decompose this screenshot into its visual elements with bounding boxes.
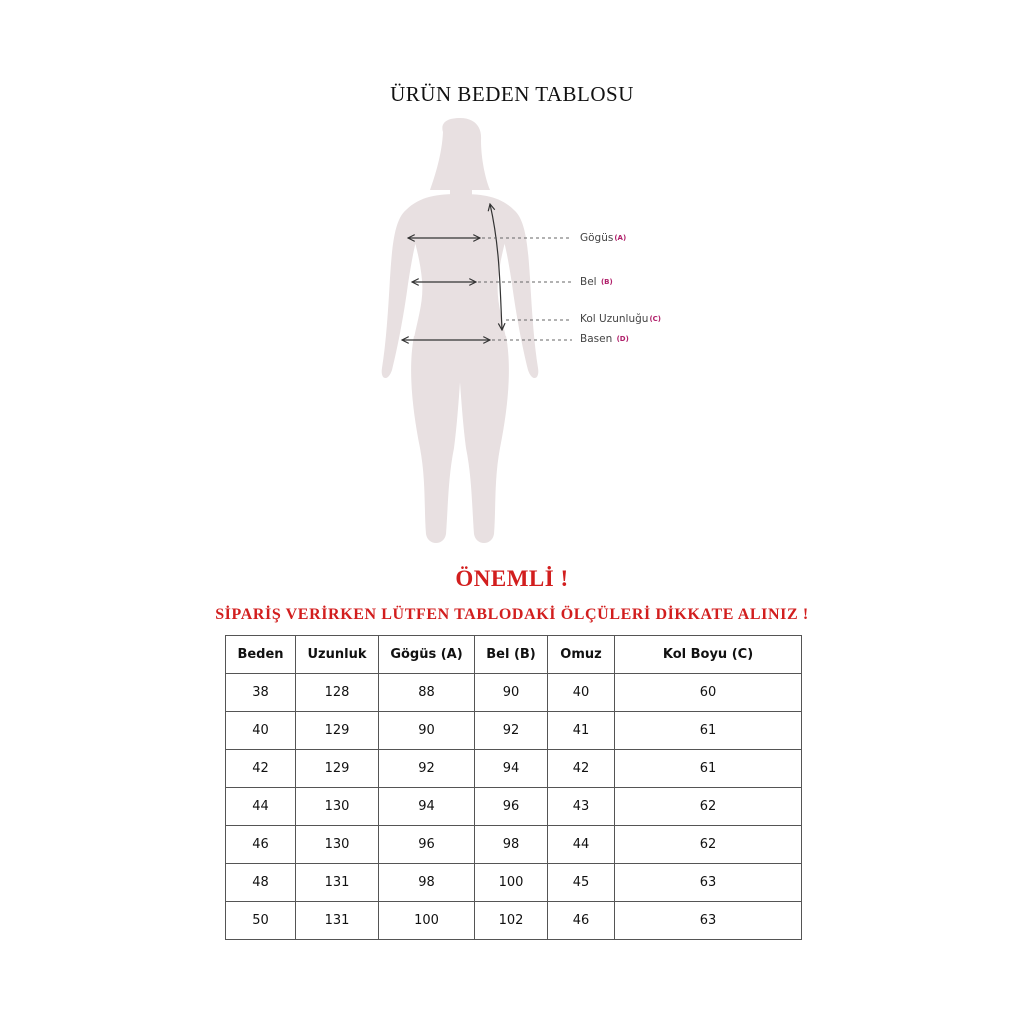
table-cell: 62 [615, 826, 802, 864]
table-cell: 61 [615, 712, 802, 750]
table-row [226, 712, 802, 750]
table-cell: 100 [379, 902, 475, 940]
table-cell: 63 [615, 902, 802, 940]
table-row [226, 826, 802, 864]
table-row [226, 750, 802, 788]
table-cell: 44 [226, 788, 296, 826]
table-cell: 46 [548, 902, 615, 940]
table-cell: 40 [548, 674, 615, 712]
table-cell: 90 [379, 712, 475, 750]
table-cell: 88 [379, 674, 475, 712]
table-cell: 46 [226, 826, 296, 864]
table-cell: 131 [296, 864, 379, 902]
table-cell: 128 [296, 674, 379, 712]
table-cell: 92 [379, 750, 475, 788]
table-cell: 62 [615, 788, 802, 826]
table-row [226, 674, 802, 712]
table-cell: 92 [475, 712, 548, 750]
page-title: ÜRÜN BEDEN TABLOSU [390, 82, 634, 106]
table-cell: 63 [615, 864, 802, 902]
column-header: Gögüs (A) [379, 636, 475, 674]
size-table [225, 635, 802, 940]
table-cell: 41 [548, 712, 615, 750]
important-heading: ÖNEMLİ ! [455, 566, 569, 591]
table-cell: 96 [379, 826, 475, 864]
measurement-label-kol-uzunlugu: Kol Uzunluğu(C) [580, 313, 661, 325]
column-header: Kol Boyu (C) [615, 636, 802, 674]
table-cell: 60 [615, 674, 802, 712]
column-header: Beden [226, 636, 296, 674]
notice-text: SİPARİŞ VERİRKEN LÜTFEN TABLODAKİ ÖLÇÜLERİ DİKKATE ALINIZ ! [215, 606, 809, 623]
table-cell: 90 [475, 674, 548, 712]
measurement-label-basen: Basen (D) [580, 333, 629, 345]
table-cell: 40 [226, 712, 296, 750]
table-row [226, 864, 802, 902]
table-header-row [226, 636, 802, 674]
table-cell: 48 [226, 864, 296, 902]
table-cell: 129 [296, 750, 379, 788]
column-header: Omuz [548, 636, 615, 674]
table-cell: 131 [296, 902, 379, 940]
table-cell: 98 [475, 826, 548, 864]
table-cell: 102 [475, 902, 548, 940]
table-cell: 44 [548, 826, 615, 864]
table-cell: 94 [475, 750, 548, 788]
table-cell: 42 [548, 750, 615, 788]
column-header: Bel (B) [475, 636, 548, 674]
body-silhouette [340, 118, 680, 548]
table-cell: 98 [379, 864, 475, 902]
measurement-label-bel: Bel (B) [580, 276, 613, 288]
table-cell: 61 [615, 750, 802, 788]
table-cell: 94 [379, 788, 475, 826]
table-cell: 43 [548, 788, 615, 826]
table-cell: 129 [296, 712, 379, 750]
table-cell: 96 [475, 788, 548, 826]
column-header: Uzunluk [296, 636, 379, 674]
table-cell: 50 [226, 902, 296, 940]
table-cell: 130 [296, 788, 379, 826]
table-cell: 130 [296, 826, 379, 864]
measurement-label-gogus: Gögüs(A) [580, 232, 627, 244]
table-cell: 38 [226, 674, 296, 712]
table-cell: 42 [226, 750, 296, 788]
table-cell: 45 [548, 864, 615, 902]
table-cell: 100 [475, 864, 548, 902]
table-row [226, 788, 802, 826]
table-row [226, 902, 802, 940]
